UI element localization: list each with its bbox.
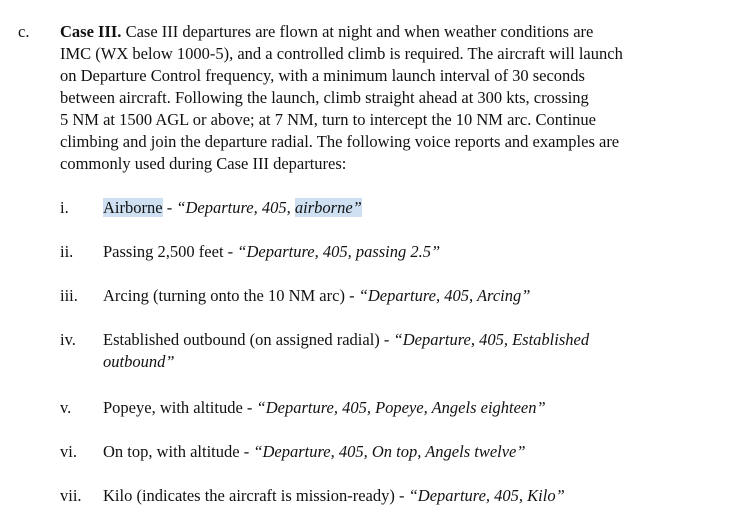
- list-item-label: Established outbound (on assigned radial): [103, 330, 380, 349]
- voice-report-quote: “Departure, 405, passing 2.5”: [237, 242, 441, 261]
- paragraph-text: Case III departures are flown at night and when weather conditions are: [121, 22, 594, 41]
- list-item-label: Popeye, with altitude: [103, 398, 243, 417]
- case-heading: Case III.: [60, 22, 122, 41]
- list-item-body: [103, 485, 565, 507]
- case-three-paragraph: [60, 21, 728, 175]
- voice-report-quote: “Departure, 405, Popeye, Angels eighteen”: [256, 398, 546, 417]
- paragraph-line-4: between aircraft. Following the launch, climb straight ahead at 300 kts, crossing: [60, 88, 589, 107]
- paragraph-line-2: IMC (WX below 1000-5), and a controlled climb is required. The aircraft will launch: [60, 44, 623, 63]
- list-item-number: iv.: [60, 330, 76, 349]
- paragraph-line-5: 5 NM at 1500 AGL or above; at 7 NM, turn to intercept the 10 NM arc. Continue: [60, 110, 596, 129]
- voice-report-quote: [176, 198, 362, 217]
- paragraph-line-1: [60, 21, 728, 43]
- paragraph-line-6: climbing and join the departure radial. The following voice reports and examples are: [60, 132, 620, 151]
- separator: -: [379, 330, 394, 349]
- list-item-body: [103, 241, 440, 263]
- voice-report-quote: “Departure, 405, Established: [393, 330, 590, 349]
- list-item-number: i.: [60, 198, 69, 217]
- quote-text: “Departure, 405,: [176, 198, 295, 217]
- list-item-body: [103, 441, 526, 463]
- list-item-number: iii.: [60, 286, 78, 305]
- voice-report-quote: “Departure, 405, Kilo”: [408, 486, 565, 505]
- list-item-label: Passing 2,500 feet: [103, 242, 224, 261]
- voice-report-quote-continued: outbound”: [103, 352, 175, 371]
- list-item-body: [103, 329, 589, 373]
- list-item-number: vi.: [60, 442, 77, 461]
- list-item-number: ii.: [60, 242, 74, 261]
- highlighted-quote-text: airborne”: [294, 198, 362, 217]
- voice-report-quote: “Departure, 405, Arcing”: [358, 286, 531, 305]
- list-item-number: vii.: [60, 486, 82, 505]
- section-letter: c.: [18, 22, 30, 41]
- list-item-body: [103, 197, 362, 219]
- separator: -: [242, 398, 257, 417]
- separator: -: [239, 442, 254, 461]
- highlighted-label: Airborne: [103, 198, 163, 217]
- list-item-label: Arcing (turning onto the 10 NM arc): [103, 286, 345, 305]
- list-item-body: [103, 397, 546, 419]
- list-item-label: Kilo (indicates the aircraft is mission-ready): [103, 486, 395, 505]
- list-item-line-1: [103, 329, 589, 351]
- paragraph-line-7: commonly used during Case III departures:: [60, 154, 347, 173]
- voice-report-quote: “Departure, 405, On top, Angels twelve”: [253, 442, 526, 461]
- list-item-label: On top, with altitude: [103, 442, 240, 461]
- separator: -: [344, 286, 359, 305]
- separator: -: [394, 486, 409, 505]
- separator: -: [223, 242, 238, 261]
- list-item-number: v.: [60, 398, 72, 417]
- list-item-body: [103, 285, 530, 307]
- paragraph-line-3: on Departure Control frequency, with a minimum launch interval of 30 seconds: [60, 66, 585, 85]
- separator: -: [162, 198, 177, 217]
